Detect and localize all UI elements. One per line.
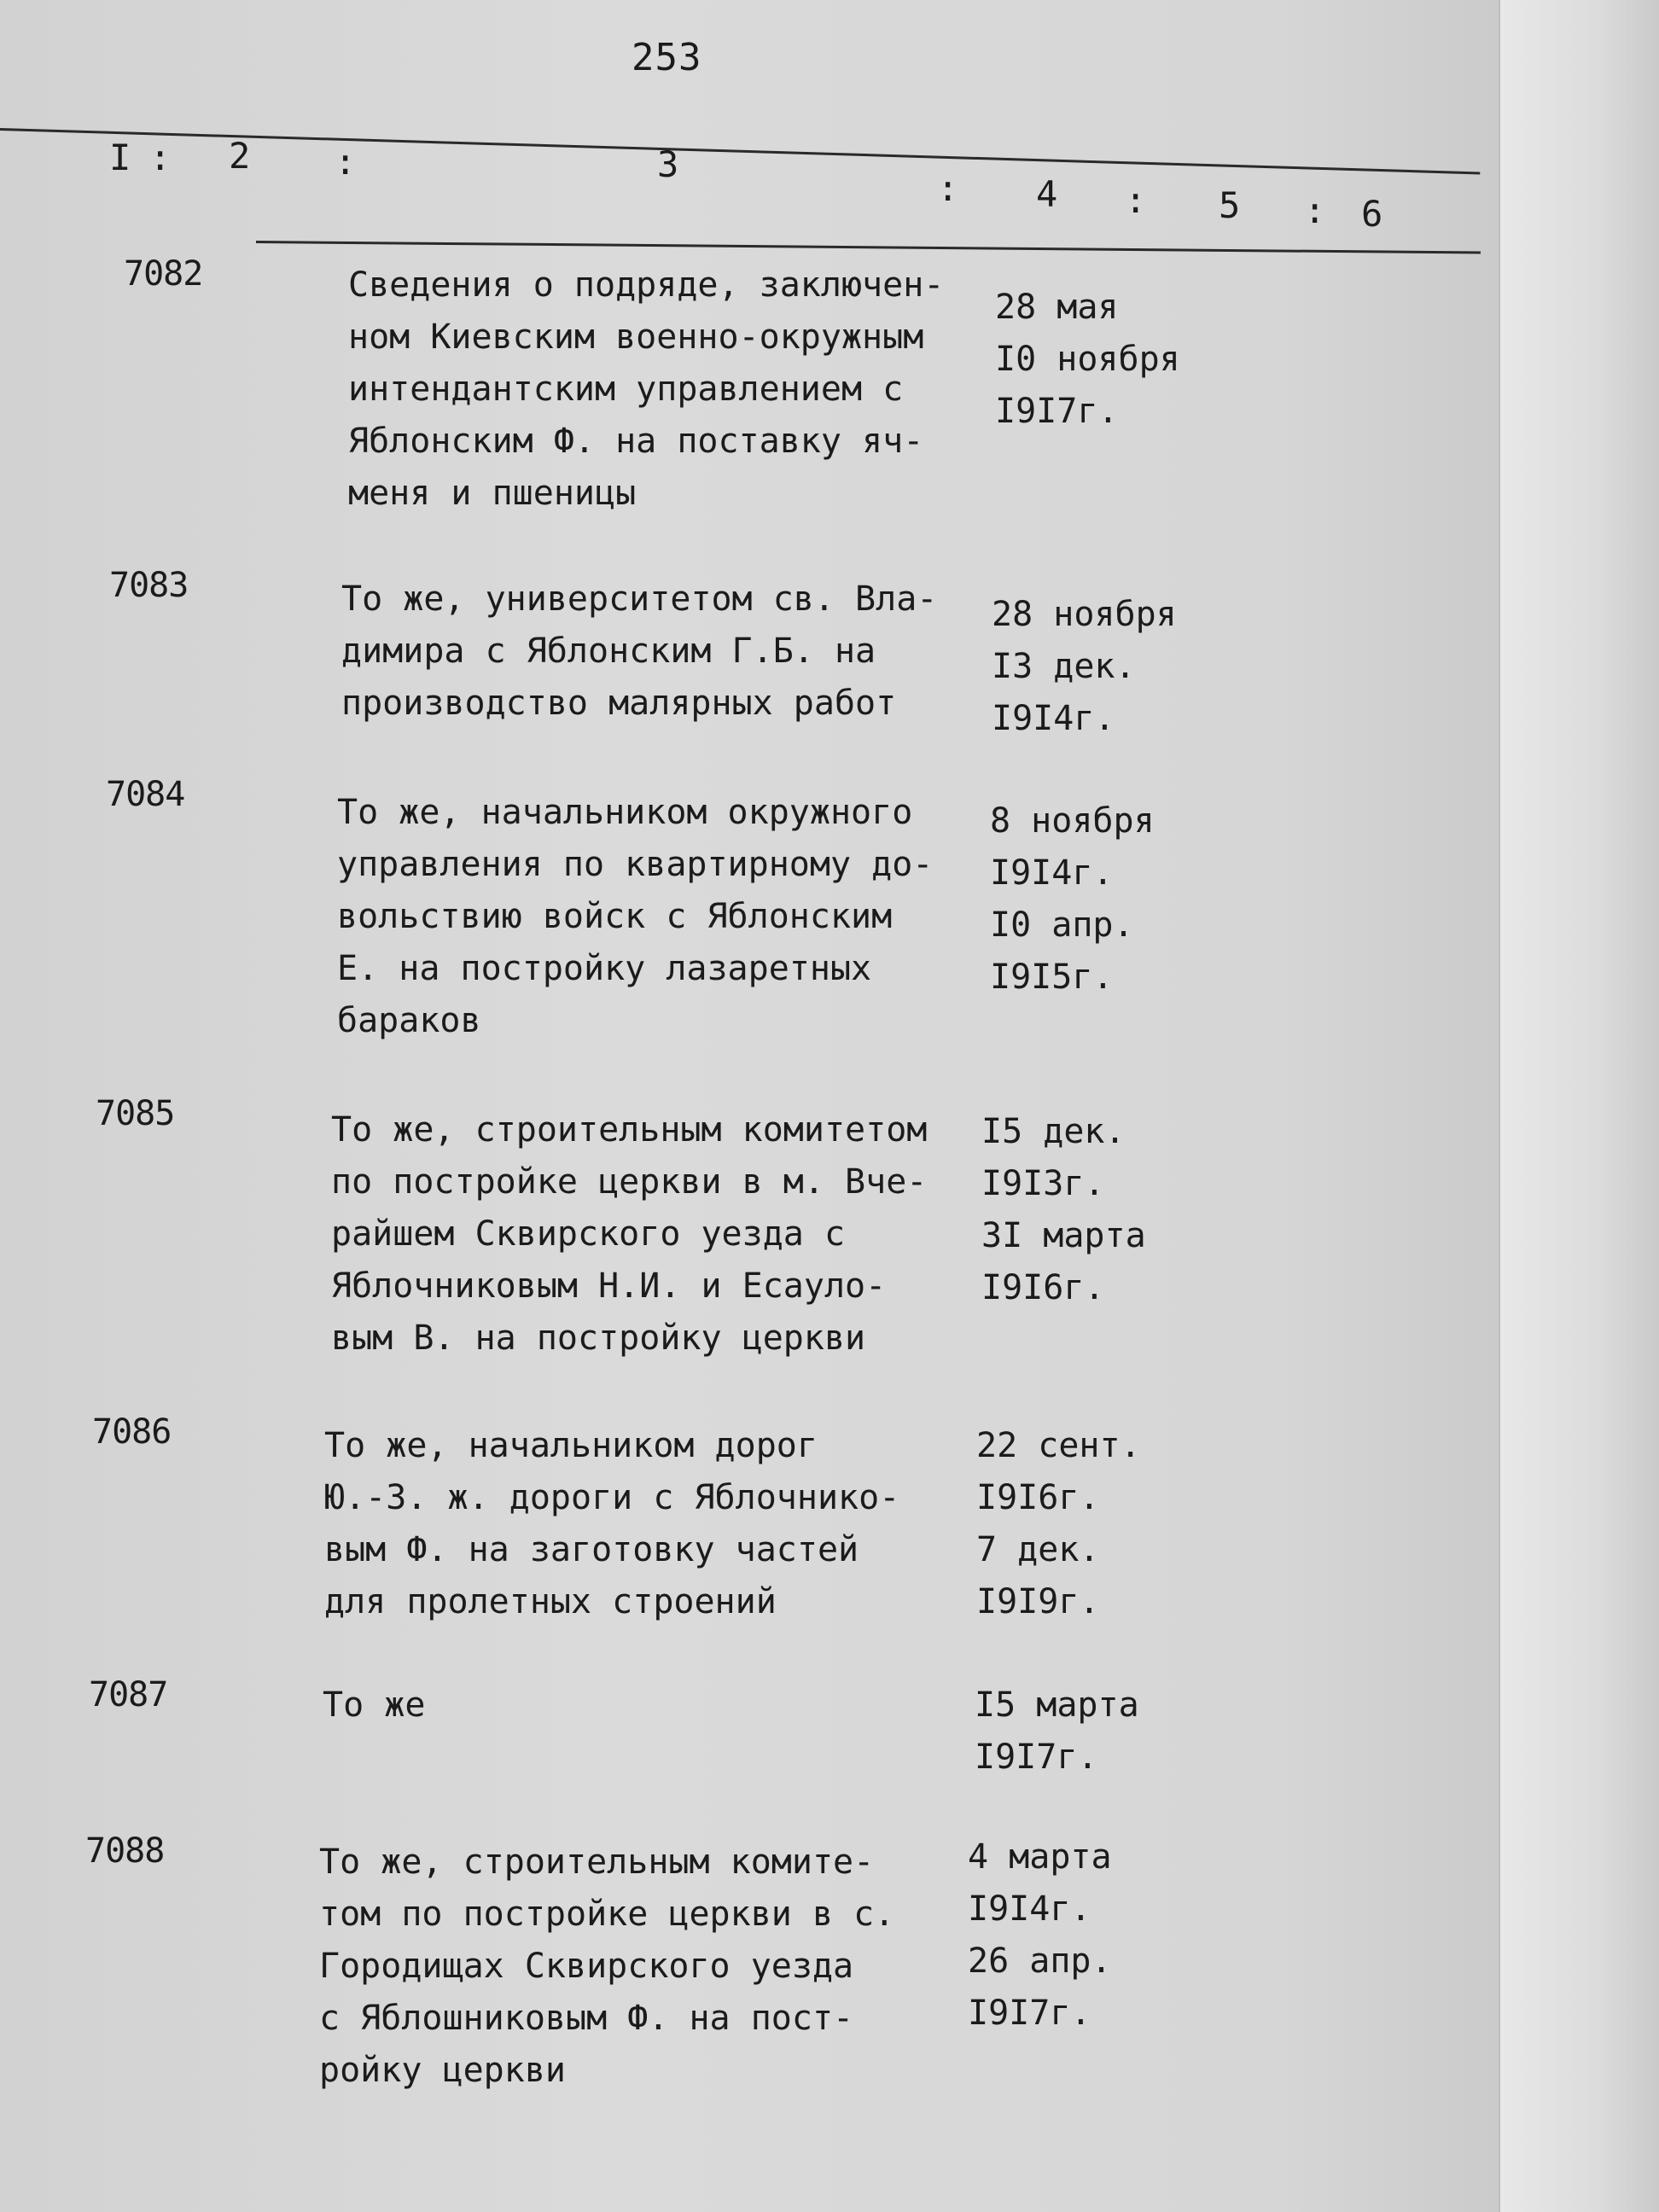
entry-dates	[992, 589, 1248, 745]
date-line: I3 дек.	[992, 647, 1136, 686]
date-line: I9I4г.	[990, 853, 1114, 893]
column-separator: :	[1304, 189, 1326, 231]
date-line: I9I9г.	[976, 1582, 1100, 1621]
column-header-1: I	[109, 137, 131, 178]
description-line: для пролетных строений	[324, 1582, 777, 1621]
entry-number: 7086	[92, 1412, 172, 1452]
description-line: меня и пшеницы	[348, 474, 637, 513]
entry-number: 7085	[96, 1094, 175, 1133]
date-line: I0 апр.	[990, 905, 1134, 945]
date-line: I9I3г.	[981, 1164, 1105, 1203]
entry-dates	[976, 1420, 1232, 1628]
description-line: ном Киевским военно-окружным	[348, 317, 924, 357]
entry-description	[324, 1420, 973, 1628]
date-line: I0 ноября	[995, 340, 1180, 379]
entry-description	[331, 1104, 980, 1365]
description-line: Ю.-З. ж. дороги с Яблочнико-	[324, 1478, 900, 1517]
entry-dates	[981, 1106, 1237, 1314]
date-line: I9I4г.	[992, 699, 1115, 738]
column-header-3: 3	[657, 143, 679, 185]
date-line: I9I7г.	[995, 392, 1119, 431]
column-header-5: 5	[1219, 184, 1241, 226]
date-line: 4 марта	[968, 1837, 1112, 1877]
column-separator: :	[149, 137, 172, 178]
entry-number: 7088	[85, 1831, 165, 1871]
entry-description	[337, 787, 986, 1047]
entry-description	[348, 259, 997, 520]
date-line: I9I5г.	[990, 958, 1114, 997]
entry-dates	[975, 1679, 1231, 1784]
description-line: вым В. на постройку церкви	[331, 1318, 866, 1358]
entry-number: 7084	[106, 775, 185, 814]
date-line: I5 марта	[975, 1685, 1139, 1725]
column-header-2: 2	[229, 135, 251, 177]
date-line: 7 дек.	[976, 1530, 1100, 1569]
description-line: То же	[323, 1685, 426, 1725]
description-line: вольствию войск с Яблонским	[337, 897, 893, 936]
description-line: Городищах Сквирского уезда	[319, 1947, 854, 1986]
description-line: Яблочниковым Н.И. и Есаулo-	[331, 1266, 887, 1306]
date-line: I9I6г.	[981, 1268, 1105, 1307]
date-line: 26 апр.	[968, 1941, 1112, 1981]
description-line: Сведения о подряде, заключен-	[348, 265, 945, 305]
entry-number: 7082	[124, 254, 203, 294]
column-separator: :	[1125, 179, 1147, 221]
description-line: То же, строительным комите-	[319, 1842, 875, 1882]
description-line: То же, начальником дорог	[324, 1426, 818, 1465]
description-line: том по постройке церкви в с.	[319, 1895, 895, 1934]
column-separator: :	[335, 141, 357, 183]
description-line: бараков	[337, 1001, 481, 1040]
date-line: I9I7г.	[975, 1738, 1098, 1777]
description-line: ройку церкви	[319, 2051, 566, 2090]
date-line: 8 ноября	[990, 801, 1155, 841]
column-separator: :	[937, 167, 959, 209]
description-line: управления по квартирному до-	[337, 845, 934, 884]
entry-number: 7083	[109, 566, 189, 605]
description-line: интендантским управлением с	[348, 370, 904, 409]
description-line: райшем Сквирского уезда с	[331, 1214, 846, 1254]
entry-description	[323, 1679, 971, 1732]
entry-description	[319, 1837, 968, 2097]
column-header-6: 6	[1361, 193, 1383, 235]
entry-dates	[968, 1831, 1224, 2040]
description-line: То же, строительным комитетом	[331, 1110, 928, 1150]
date-line: I9I7г.	[968, 1994, 1091, 2033]
date-line: I9I4г.	[968, 1889, 1091, 1929]
description-line: по постройке церкви в м. Вче-	[331, 1162, 928, 1202]
description-line: димира с Яблонским Г.Б. на	[341, 632, 876, 671]
entry-description	[341, 573, 990, 730]
date-line: 28 ноября	[992, 595, 1177, 634]
date-line: 3I марта	[981, 1216, 1146, 1255]
entry-dates	[990, 795, 1246, 1004]
description-line: вым Ф. на заготовку частей	[324, 1530, 859, 1569]
description-line: То же, начальником окружного	[337, 793, 913, 832]
date-line: I5 дек.	[981, 1112, 1126, 1151]
description-line: с Яблошниковым Ф. на пост-	[319, 1999, 854, 2038]
description-line: производство малярных работ	[341, 684, 897, 723]
column-header-4: 4	[1036, 173, 1058, 215]
date-line: 22 сент.	[976, 1426, 1141, 1465]
entry-number: 7087	[89, 1675, 168, 1714]
underlying-sheet-edge	[1499, 0, 1659, 2212]
date-line: 28 мая	[995, 288, 1119, 327]
entry-dates	[995, 282, 1251, 438]
date-line: I9I6г.	[976, 1478, 1100, 1517]
description-line: То же, университетом св. Вла-	[341, 579, 938, 619]
description-line: Е. на постройку лазаретных	[337, 949, 872, 988]
page-number: 253	[632, 36, 702, 79]
description-line: Яблонским Ф. на поставку яч-	[348, 422, 924, 461]
